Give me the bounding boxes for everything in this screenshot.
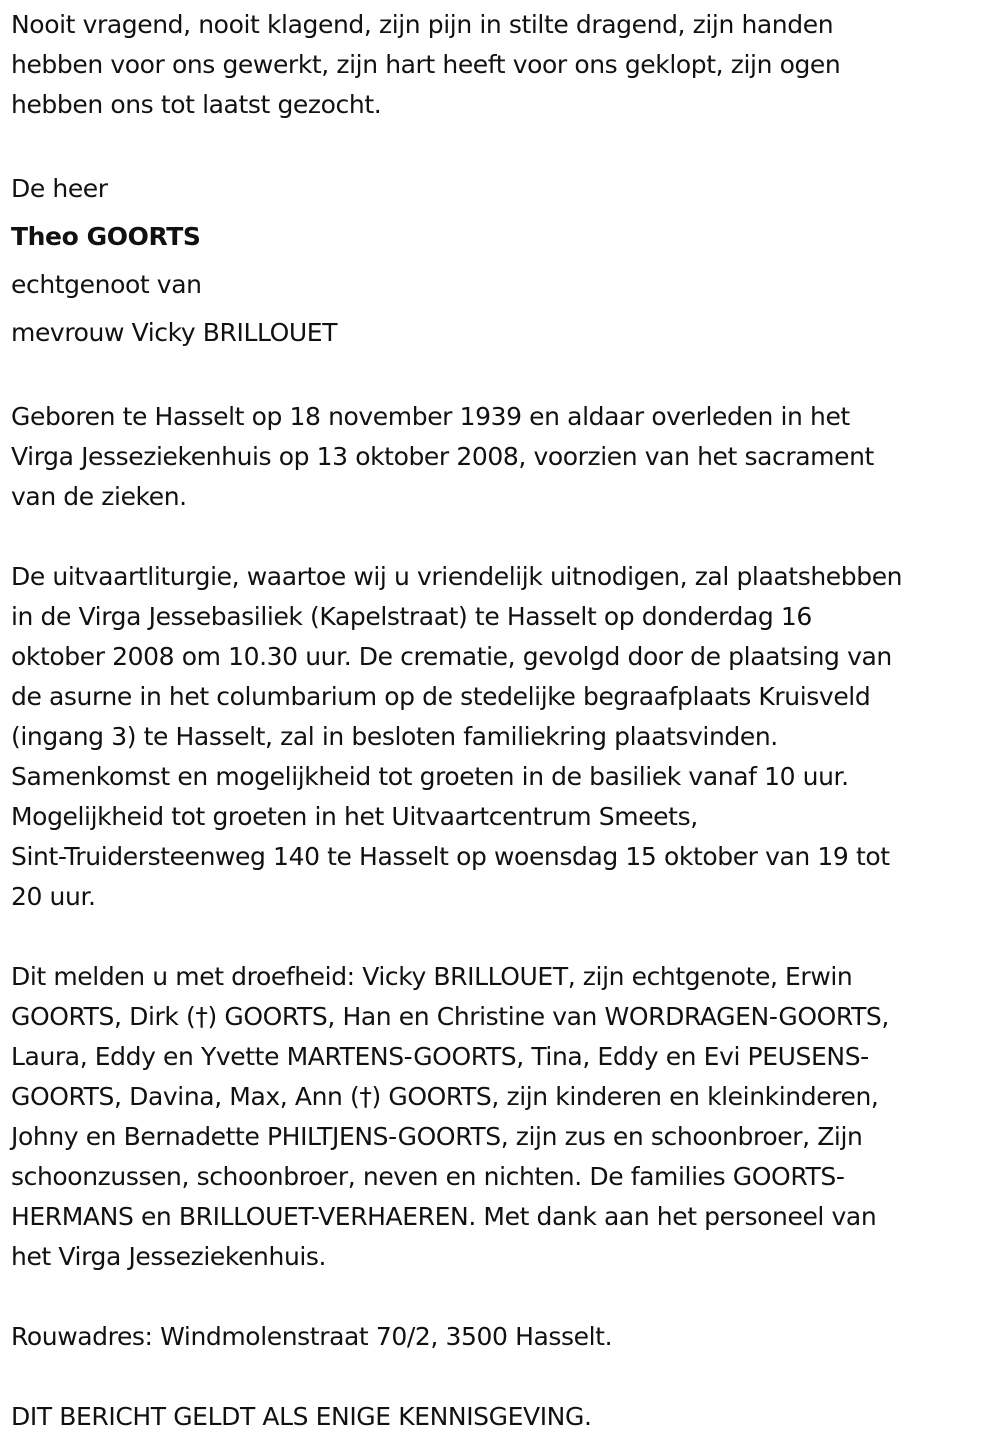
family-line: schoonzussen, schoonbroer, neven en nichten. De families GOORTS- bbox=[11, 1162, 845, 1191]
funeral-line: Sint-Truidersteenweg 140 te Hasselt op woensdag 15 oktober van 19 tot bbox=[11, 842, 890, 871]
family-line: HERMANS en BRILLOUET-VERHAEREN. Met dank aan het personeel van bbox=[11, 1202, 877, 1231]
funeral-paragraph bbox=[11, 557, 996, 917]
funeral-line: Samenkomst en mogelijkheid tot groeten in de basiliek vanaf 10 uur. bbox=[11, 762, 849, 791]
official-notice: DIT BERICHT GELDT ALS ENIGE KENNISGEVING. bbox=[11, 1402, 592, 1431]
relation-label: echtgenoot van bbox=[11, 270, 202, 299]
birth-line: van de zieken. bbox=[11, 482, 187, 511]
salutation: De heer bbox=[11, 174, 108, 203]
deceased-header bbox=[11, 165, 996, 357]
spacer bbox=[11, 1357, 996, 1397]
funeral-line: oktober 2008 om 10.30 uur. De crematie, gevolgd door de plaatsing van bbox=[11, 642, 892, 671]
spacer bbox=[11, 125, 996, 165]
funeral-line: De uitvaartliturgie, waartoe wij u vriendelijk uitnodigen, zal plaatshebben bbox=[11, 562, 903, 591]
funeral-line: 20 uur. bbox=[11, 882, 96, 911]
family-line: het Virga Jesseziekenhuis. bbox=[11, 1242, 327, 1271]
spacer bbox=[11, 917, 996, 957]
deceased-name: Theo GOORTS bbox=[11, 222, 201, 251]
family-line: Johny en Bernadette PHILTJENS-GOORTS, zijn zus en schoonbroer, Zijn bbox=[11, 1122, 863, 1151]
funeral-line: in de Virga Jessebasiliek (Kapelstraat) te Hasselt op donderdag 16 bbox=[11, 602, 812, 631]
funeral-line: de asurne in het columbarium op de stedelijke begraafplaats Kruisveld bbox=[11, 682, 871, 711]
family-line: GOORTS, Dirk (†) GOORTS, Han en Christine van WORDRAGEN-GOORTS, bbox=[11, 1002, 889, 1031]
address-paragraph bbox=[11, 1317, 996, 1357]
intro-line: hebben voor ons gewerkt, zijn hart heeft voor ons geklopt, zijn ogen bbox=[11, 50, 841, 79]
intro-line: Nooit vragend, nooit klagend, zijn pijn in stilte dragend, zijn handen bbox=[11, 10, 834, 39]
family-line: GOORTS, Davina, Max, Ann (†) GOORTS, zijn kinderen en kleinkinderen, bbox=[11, 1082, 879, 1111]
birth-death-paragraph bbox=[11, 397, 996, 517]
birth-line: Geboren te Hasselt op 18 november 1939 en aldaar overleden in het bbox=[11, 402, 850, 431]
family-line: Dit melden u met droefheid: Vicky BRILLOUET, zijn echtgenote, Erwin bbox=[11, 962, 853, 991]
family-paragraph bbox=[11, 957, 996, 1277]
obituary-page bbox=[11, 5, 996, 1437]
spouse-name: mevrouw Vicky BRILLOUET bbox=[11, 318, 338, 347]
intro-poem bbox=[11, 5, 996, 125]
birth-line: Virga Jesseziekenhuis op 13 oktober 2008, voorzien van het sacrament bbox=[11, 442, 874, 471]
notice-paragraph bbox=[11, 1397, 996, 1437]
spacer bbox=[11, 1277, 996, 1317]
intro-line: hebben ons tot laatst gezocht. bbox=[11, 90, 382, 119]
mourning-address: Rouwadres: Windmolenstraat 70/2, 3500 Hasselt. bbox=[11, 1322, 613, 1351]
funeral-line: Mogelijkheid tot groeten in het Uitvaartcentrum Smeets, bbox=[11, 802, 698, 831]
spacer bbox=[11, 357, 996, 397]
family-line: Laura, Eddy en Yvette MARTENS-GOORTS, Tina, Eddy en Evi PEUSENS- bbox=[11, 1042, 869, 1071]
funeral-line: (ingang 3) te Hasselt, zal in besloten familiekring plaatsvinden. bbox=[11, 722, 778, 751]
spacer bbox=[11, 517, 996, 557]
